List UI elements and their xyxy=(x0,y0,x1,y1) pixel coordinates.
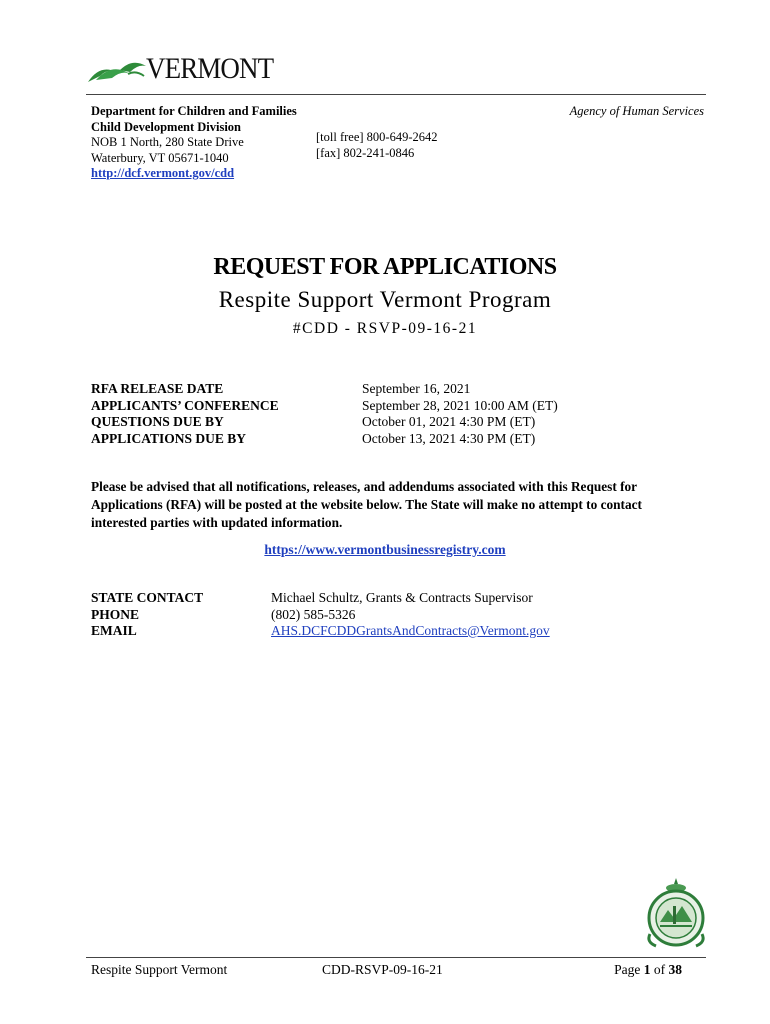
vermont-logo xyxy=(86,52,286,88)
date-value: October 13, 2021 4:30 PM (ET) xyxy=(362,430,536,446)
contact-name: Michael Schultz, Grants & Contracts Supervisor xyxy=(271,590,533,605)
notice-paragraph: Please be advised that all notifications, releases, and addendums associated with this Request for Applications (RFA) will be posted at the website below. The State will make no attempt to contact interested parties with updated information. xyxy=(91,479,642,530)
division-name: Child Development Division xyxy=(91,119,242,134)
date-value: October 01, 2021 4:30 PM (ET) xyxy=(362,414,536,429)
phone-label: PHONE xyxy=(91,606,140,622)
state-contact-label: STATE CONTACT xyxy=(91,590,204,605)
agency-name: Agency of Human Services xyxy=(569,104,704,118)
state-seal xyxy=(642,876,710,950)
email-label: EMAIL xyxy=(91,623,137,638)
contact-phone: (802) 585-5326 xyxy=(271,606,356,622)
registry-link-line xyxy=(0,542,770,558)
date-label: APPLICANTS’ CONFERENCE xyxy=(91,397,279,413)
footer-middle: CDD-RSVP-09-16-21 xyxy=(322,962,443,977)
department-website-link[interactable]: http://dcf.vermont.gov/cdd xyxy=(91,166,235,180)
address-line-1: NOB 1 North, 280 State Drive xyxy=(91,135,244,149)
dates-values xyxy=(362,381,558,447)
date-value: September 28, 2021 10:00 AM (ET) xyxy=(362,397,558,413)
vermont-seal-icon xyxy=(642,876,710,950)
document-title: REQUEST FOR APPLICATIONS xyxy=(213,254,557,280)
department-block xyxy=(91,104,297,182)
contact-values xyxy=(271,590,550,640)
date-label: RFA RELEASE DATE xyxy=(91,381,224,396)
logo-text: VERMONT xyxy=(146,52,274,85)
department-name: Department for Children and Families xyxy=(91,104,297,118)
footer-left: Respite Support Vermont xyxy=(91,962,228,977)
header-divider xyxy=(86,94,706,95)
program-name: Respite Support Vermont Program xyxy=(218,287,552,312)
registry-link[interactable]: https://www.vermontbusinessregistry.com xyxy=(264,542,506,557)
contact-labels xyxy=(91,590,203,640)
date-label: APPLICATIONS DUE BY xyxy=(91,430,247,446)
phone-block xyxy=(316,130,438,161)
page-number: Page 1 of 38 xyxy=(614,962,682,977)
rfa-number: #CDD - RSVP-09-16-21 xyxy=(292,320,478,337)
address-line-2: Waterbury, VT 05671-1040 xyxy=(91,150,229,165)
date-label: QUESTIONS DUE BY xyxy=(91,414,224,429)
fax-number: [fax] 802-241-0846 xyxy=(316,145,415,160)
dates-labels xyxy=(91,381,279,447)
date-value: September 16, 2021 xyxy=(362,381,471,396)
footer-divider xyxy=(86,957,706,958)
toll-free-number: [toll free] 800-649-2642 xyxy=(316,130,438,144)
contact-email-link[interactable]: AHS.DCFCDDGrantsAndContracts@Vermont.gov xyxy=(271,623,550,638)
